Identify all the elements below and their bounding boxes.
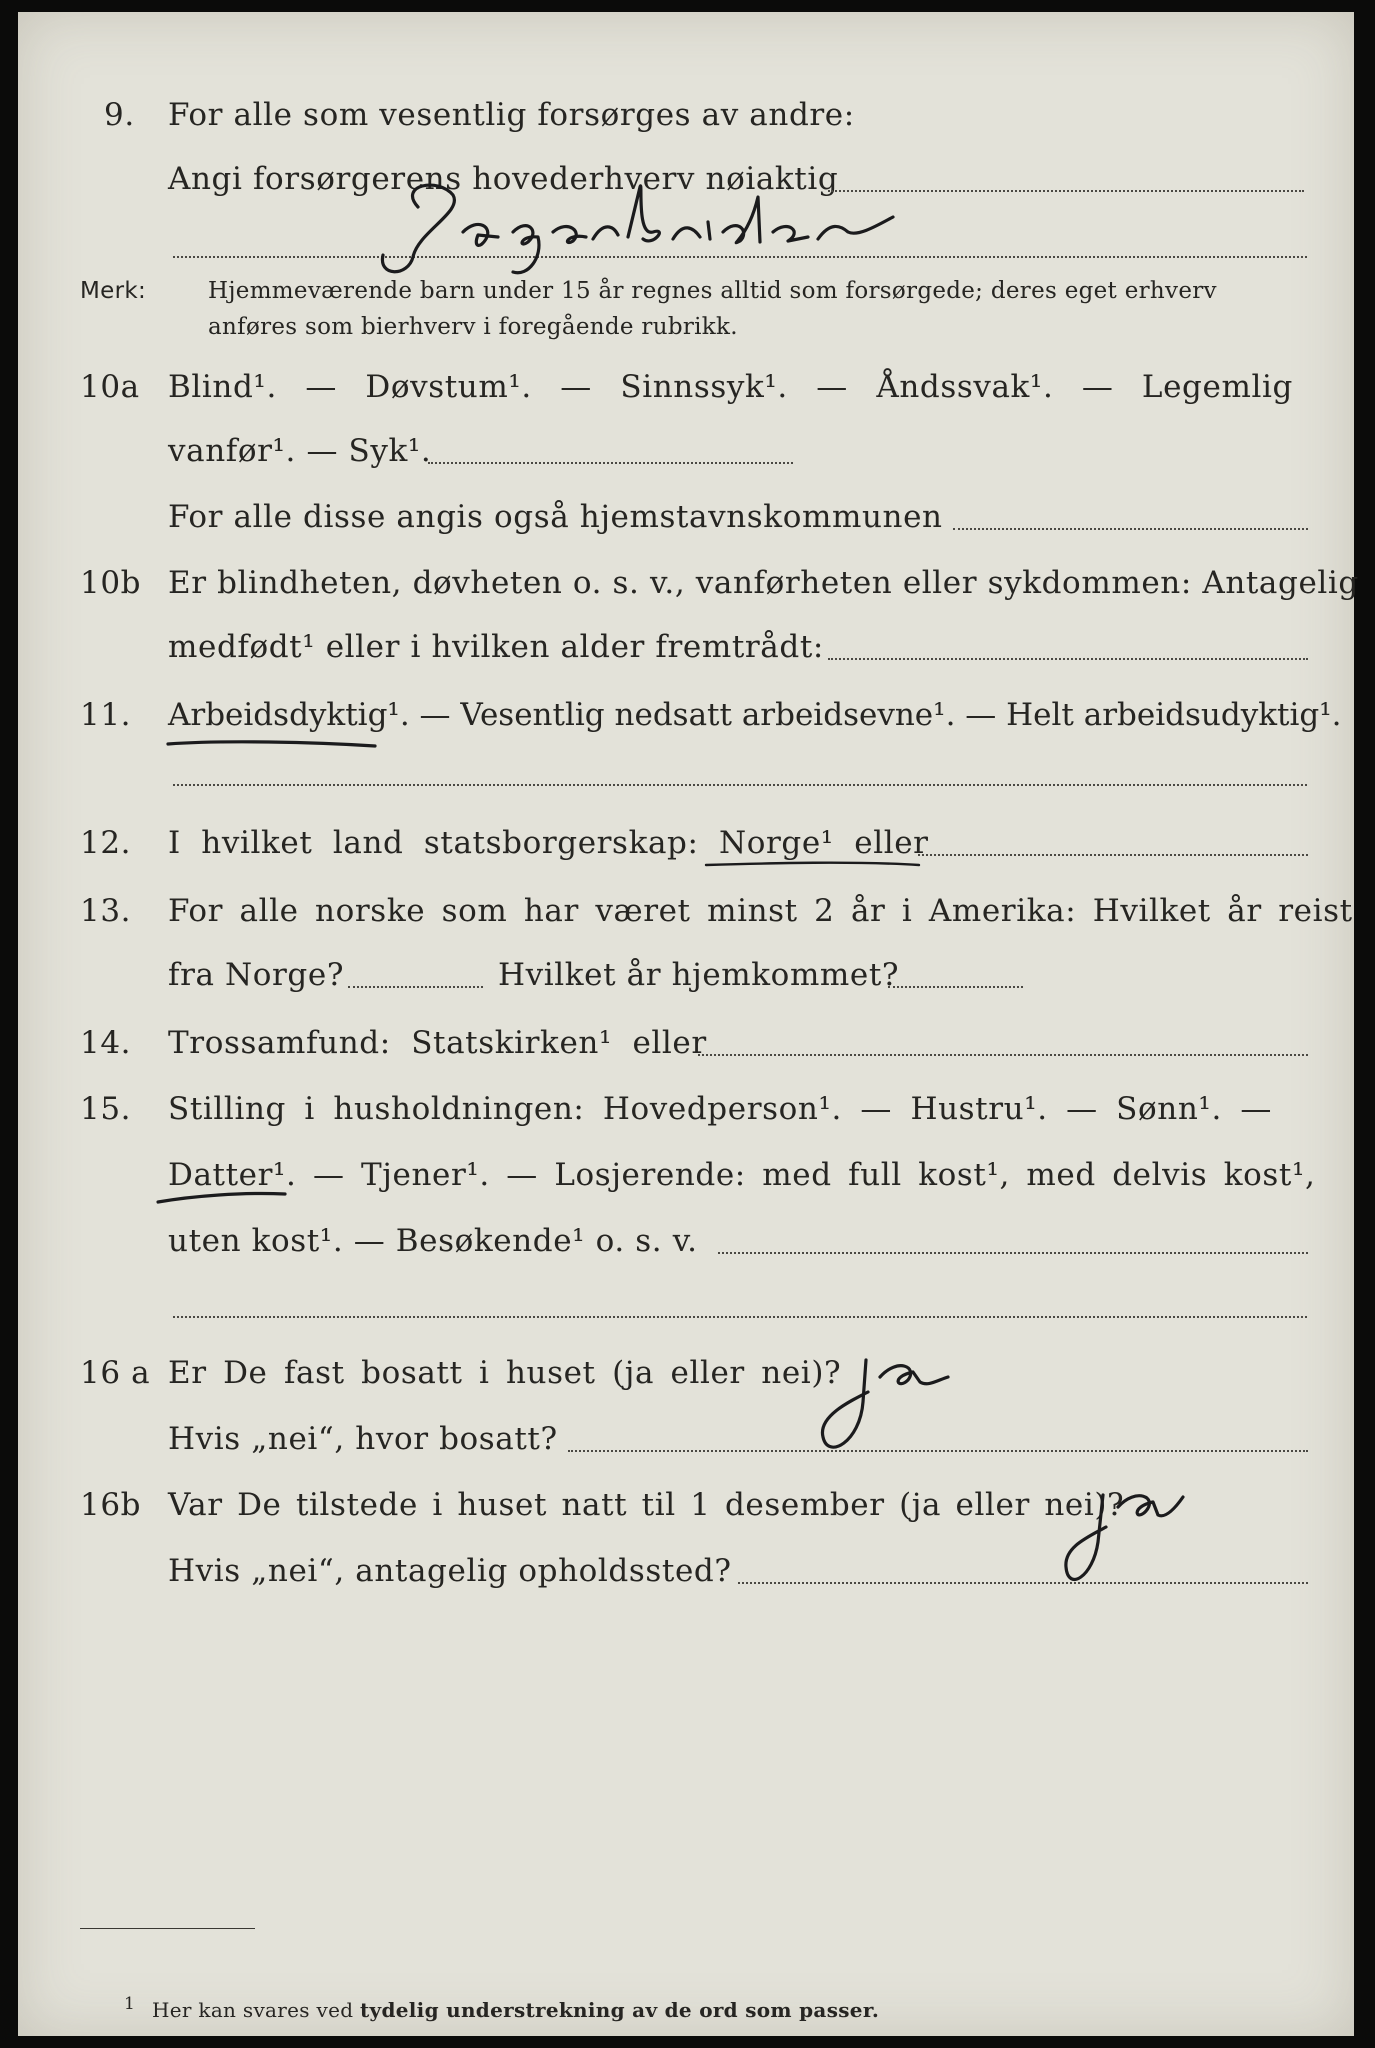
q12-line1: I hvilket land statsborgerskap: Norge¹ eller	[168, 825, 929, 861]
q16a-line2: Hvis „nei“, hvor bosatt?	[168, 1421, 558, 1457]
q10a-number: 10a	[80, 369, 140, 405]
merk-line1: Hjemmeværende barn under 15 år regnes alltid som forsørgede; deres eget erhverv	[208, 278, 1217, 304]
q13-line2b: Hvilket år hjemkommet?	[498, 957, 900, 993]
q15-fill-line-1	[718, 1252, 1308, 1254]
q16b-line1: Var De tilstede i huset natt til 1 desember (ja eller nei)?	[168, 1487, 1125, 1523]
q12-number: 12.	[80, 825, 132, 861]
q13-line2a: fra Norge?	[168, 957, 345, 993]
q14-line1: Trossamfund: Statskirken¹ eller	[168, 1025, 707, 1061]
q16b-line2: Hvis „nei“, antagelig opholdssted?	[168, 1553, 732, 1589]
q11-underline-mark	[163, 734, 383, 754]
q10a-fill-line-2	[953, 528, 1308, 530]
q10b-line1: Er blindheten, døvheten o. s. v., vanførheten eller sykdommen: Antagelig	[168, 565, 1359, 601]
q11-fill-line	[173, 784, 1307, 786]
q9-fill-line-2	[173, 256, 1307, 258]
q11-number: 11.	[80, 697, 132, 733]
q15-line2: Datter¹. — Tjener¹. — Losjerende: med full kost¹, med delvis kost¹,	[168, 1157, 1316, 1193]
q14-number: 14.	[80, 1025, 132, 1061]
q10b-fill-line	[828, 658, 1308, 660]
footnote-rule	[80, 1928, 255, 1929]
q10a-fill-line-1	[428, 462, 793, 464]
q10a-line2: vanfør¹. — Syk¹.	[168, 433, 432, 469]
footnote-text-bold: tydelig understrekning av de ord som passer.	[360, 1998, 880, 2022]
footnote-text	[152, 2000, 879, 2020]
q10b-line2: medfødt¹ eller i hvilken alder fremtrådt:	[168, 629, 824, 665]
q9-line1: For alle som vesentlig forsørges av andre:	[168, 97, 855, 133]
q9-fill-line-1	[828, 190, 1304, 192]
q15-number: 15.	[80, 1091, 132, 1127]
q15-line1: Stilling i husholdningen: Hovedperson¹. — Hustru¹. — Sønn¹. —	[168, 1091, 1272, 1127]
q16a-handwritten-answer	[808, 1332, 958, 1462]
census-form-page	[18, 12, 1359, 2036]
q14-fill-line	[698, 1054, 1308, 1056]
merk-label: Merk:	[80, 278, 147, 304]
q15-fill-line-2	[173, 1316, 1307, 1318]
q16b-fill-line	[738, 1582, 1308, 1584]
q9-line2: Angi forsørgerens hovederhverv nøiaktig	[168, 161, 839, 197]
q9-number: 9.	[104, 97, 135, 133]
q16a-line1: Er De fast bosatt i huset (ja eller nei)?	[168, 1355, 842, 1391]
q11-line1: Arbeidsdyktig¹. — Vesentlig nedsatt arbeidsevne¹. — Helt arbeidsudyktig¹.	[168, 697, 1342, 733]
q12-fill-line	[918, 854, 1308, 856]
q10b-number: 10b	[80, 565, 142, 601]
q15-line3: uten kost¹. — Besøkende¹ o. s. v.	[168, 1223, 698, 1259]
q13-fill-line-2	[888, 986, 1023, 988]
q10a-line1: Blind¹. — Døvstum¹. — Sinnssyk¹. — Åndssvak¹. — Legemlig	[168, 369, 1293, 405]
q16a-fill-line	[568, 1450, 1308, 1452]
q13-line1: For alle norske som har været minst 2 år i Amerika: Hvilket år reist	[168, 893, 1353, 929]
q13-number: 13.	[80, 893, 132, 929]
q13-fill-line-1	[348, 986, 483, 988]
merk-line2: anføres som bierhverv i foregående rubrikk.	[208, 314, 738, 340]
q16a-number: 16 a	[80, 1355, 151, 1391]
q16b-number: 16b	[80, 1487, 142, 1523]
q10a-line3: For alle disse angis også hjemstavnskommunen	[168, 499, 943, 535]
footnote-text-plain: Her kan svares ved	[152, 1998, 354, 2022]
footnote-mark: 1	[124, 1994, 136, 2014]
